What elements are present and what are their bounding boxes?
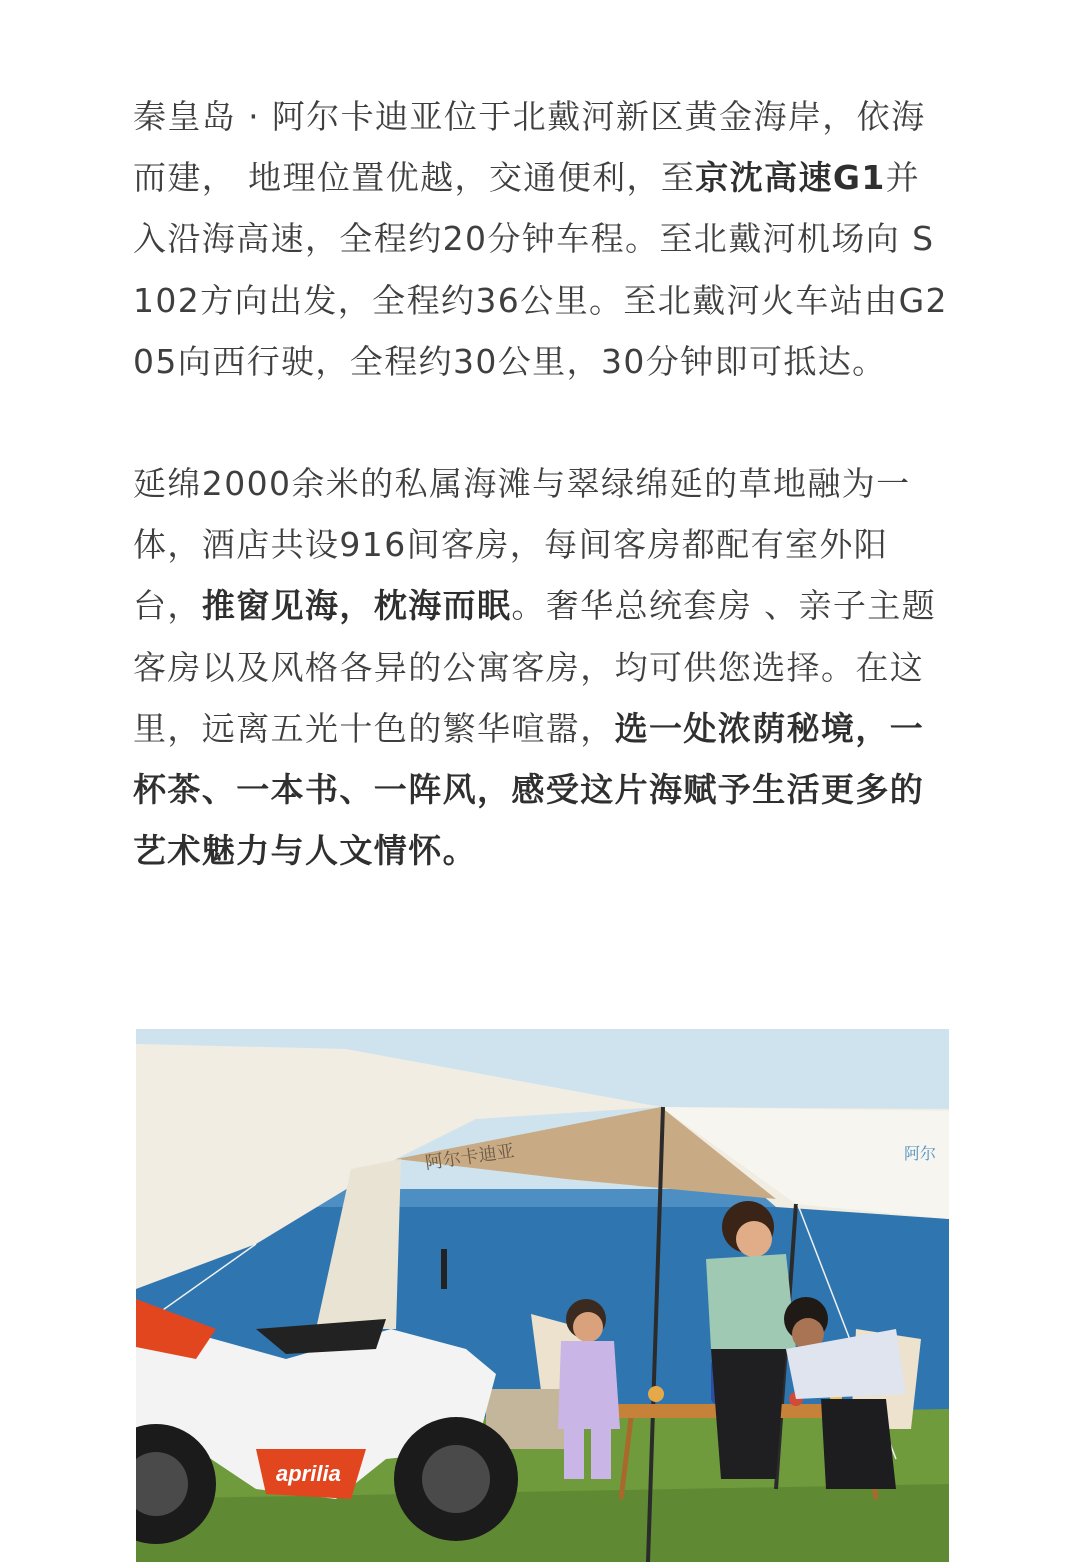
child xyxy=(558,1341,620,1429)
paragraph-location-text-2: 并入沿海高速，全程约20分钟车程。至北戴河机场向 S102方向出发，全程约36公里。至北戴河火车站由G205向西行驶，全程约30公里，30分钟即可抵达。 xyxy=(133,158,948,381)
beach-camping-photo xyxy=(136,1029,949,1562)
woman xyxy=(706,1254,796,1349)
mirror xyxy=(441,1249,447,1289)
photo-illustration xyxy=(136,1029,949,1562)
paragraph-rooms-text-2: 。奢华总统套房 、亲子主题客房以及风格各异的公寓客房，均可供您选择。在这里，远离五光十色的繁华喧嚣， xyxy=(133,586,937,748)
paragraph-location-text-1: 秦皇岛 · 阿尔卡迪亚位于北戴河新区黄金海岸，依海而建， 地理位置优越，交通便利，至 xyxy=(133,97,926,198)
paragraph-location xyxy=(133,86,953,392)
motorcycle-brand-logo: aprilia xyxy=(276,1461,341,1486)
paragraph-rooms-highlight-1: 推窗见海，枕海而眠 xyxy=(201,586,512,626)
article-body xyxy=(133,86,953,881)
paragraph-location-highlight: 京沈高速G1 xyxy=(695,158,886,198)
tent-logo-text: 阿尔卡迪亚 xyxy=(423,1140,516,1174)
paragraph-rooms xyxy=(133,453,953,881)
paragraph-rooms-highlight-2: 选一处浓荫秘境，一杯茶、一本书、一阵风，感受这片海赋予生活更多的艺术魅力与人文情怀。 xyxy=(133,708,925,871)
paragraph-rooms-text-1: 延绵2000余米的私属海滩与翠绿绵延的草地融为一体，酒店共设916间客房，每间客房都配有室外阳台， xyxy=(133,464,911,626)
tent-logo-text-right: 阿尔 xyxy=(904,1144,937,1163)
